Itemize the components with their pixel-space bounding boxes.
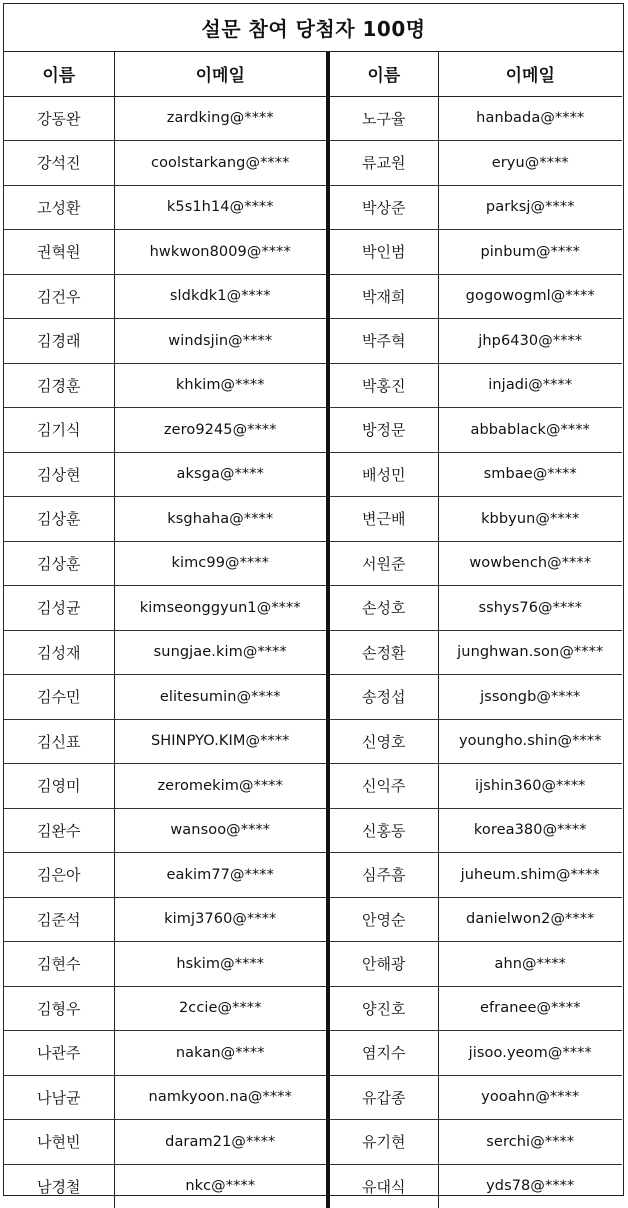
winner-email: k5s1h14@****	[114, 185, 328, 230]
winner-email: efranee@****	[438, 986, 622, 1031]
winner-email: smbae@****	[438, 452, 622, 497]
winner-name: 심주흠	[328, 853, 438, 898]
winner-email: korea380@****	[438, 808, 622, 853]
winner-name: 김완수	[4, 808, 114, 853]
table-row	[4, 853, 622, 898]
table-row	[4, 1120, 622, 1165]
table-row	[4, 185, 622, 230]
winner-name: 권혁원	[4, 230, 114, 275]
winner-name: 박홍진	[328, 363, 438, 408]
winner-name: 류교원	[328, 141, 438, 186]
table-row	[4, 497, 622, 542]
table-row	[4, 319, 622, 364]
winner-name: 염지수	[328, 1031, 438, 1076]
winner-name: 김수민	[4, 675, 114, 720]
winner-email: ijshin360@****	[438, 764, 622, 809]
winner-email: jisoo.yeom@****	[438, 1031, 622, 1076]
winner-name: 김성재	[4, 630, 114, 675]
winner-name: 강석진	[4, 141, 114, 186]
table-row	[4, 764, 622, 809]
winner-email: ahn@****	[438, 942, 622, 987]
table-row	[4, 808, 622, 853]
table-row	[4, 986, 622, 1031]
winner-email: hskim@****	[114, 942, 328, 987]
winner-email: jssongb@****	[438, 675, 622, 720]
winner-email: junghwan.son@****	[438, 630, 622, 675]
winner-email: kbbyun@****	[438, 497, 622, 542]
page-title: 설문 참여 당첨자 100명	[4, 4, 623, 52]
winner-email: hwkwon8009@****	[114, 230, 328, 275]
winner-name: 남경철	[4, 1164, 114, 1208]
winner-name: 김상현	[4, 452, 114, 497]
winner-name: 김준석	[4, 897, 114, 942]
table-row	[4, 942, 622, 987]
winner-email: kimc99@****	[114, 541, 328, 586]
winner-email: kimj3760@****	[114, 897, 328, 942]
winner-name: 신홍동	[328, 808, 438, 853]
winner-name: 나현빈	[4, 1120, 114, 1165]
table-row	[4, 1075, 622, 1120]
winner-email: injadi@****	[438, 363, 622, 408]
winner-name: 서원준	[328, 541, 438, 586]
winners-sheet	[3, 3, 624, 1196]
table-row	[4, 1164, 622, 1208]
winner-email: parksj@****	[438, 185, 622, 230]
column-header-email: 이메일	[114, 52, 328, 96]
winner-name: 배성민	[328, 452, 438, 497]
winner-email: nakan@****	[114, 1031, 328, 1076]
table-row	[4, 586, 622, 631]
winner-name: 강동완	[4, 96, 114, 141]
winner-email: sshys76@****	[438, 586, 622, 631]
winner-name: 양진호	[328, 986, 438, 1031]
winner-name: 송정섭	[328, 675, 438, 720]
winner-name: 방정문	[328, 408, 438, 453]
winner-name: 손성호	[328, 586, 438, 631]
winner-name: 안해광	[328, 942, 438, 987]
winner-name: 나관주	[4, 1031, 114, 1076]
winner-name: 고성환	[4, 185, 114, 230]
winner-email: aksga@****	[114, 452, 328, 497]
table-row	[4, 141, 622, 186]
winner-name: 김은아	[4, 853, 114, 898]
header-row	[4, 52, 622, 96]
winner-name: 김신표	[4, 719, 114, 764]
winner-email: yds78@****	[486, 1178, 575, 1195]
winner-email: ksghaha@****	[114, 497, 328, 542]
winners-table	[4, 52, 622, 1208]
table-row	[4, 96, 622, 141]
winner-email: namkyoon.na@****	[114, 1075, 328, 1120]
winner-email: serchi@****	[438, 1120, 622, 1165]
winner-name: 김기식	[4, 408, 114, 453]
winner-email: danielwon2@****	[438, 897, 622, 942]
winner-email: eryu@****	[438, 141, 622, 186]
winner-name: 박인범	[328, 230, 438, 275]
winner-email: daram21@****	[114, 1120, 328, 1165]
winner-name: 김경훈	[4, 363, 114, 408]
table-row	[4, 274, 622, 319]
column-header-email: 이메일	[438, 52, 622, 96]
table-row	[4, 363, 622, 408]
winner-name: 김상훈	[4, 497, 114, 542]
table-row	[4, 630, 622, 675]
winner-email: hanbada@****	[438, 96, 622, 141]
winner-name: 변근배	[328, 497, 438, 542]
table-row	[4, 230, 622, 275]
winner-email: sungjae.kim@****	[114, 630, 328, 675]
winner-name: 노구율	[328, 96, 438, 141]
winner-email: youngho.shin@****	[438, 719, 622, 764]
winner-name: 김형우	[4, 986, 114, 1031]
winner-email: gogowogml@****	[438, 274, 622, 319]
winner-name: 유기현	[328, 1120, 438, 1165]
winner-name: 손정환	[328, 630, 438, 675]
winner-name: 나남균	[4, 1075, 114, 1120]
winner-name: 김건우	[4, 274, 114, 319]
winner-email: zero9245@****	[114, 408, 328, 453]
column-header-name: 이름	[4, 52, 114, 96]
winner-email: juheum.shim@****	[438, 853, 622, 898]
table-row	[4, 897, 622, 942]
winner-name: 안영순	[328, 897, 438, 942]
winner-name: 김상훈	[4, 541, 114, 586]
table-row	[4, 452, 622, 497]
table-row	[4, 541, 622, 586]
winner-email: jhp6430@****	[438, 319, 622, 364]
winner-email: abbablack@****	[438, 408, 622, 453]
winner-email: wansoo@****	[114, 808, 328, 853]
winner-email: elitesumin@****	[114, 675, 328, 720]
winner-name: 김경래	[4, 319, 114, 364]
winner-email: zeromekim@****	[114, 764, 328, 809]
winner-email: kimseonggyun1@****	[114, 586, 328, 631]
winner-name: 유갑종	[328, 1075, 438, 1120]
winner-name: 박주혁	[328, 319, 438, 364]
table-row	[4, 408, 622, 453]
winner-name: 박재희	[328, 274, 438, 319]
winner-email: nkc@****	[114, 1164, 328, 1208]
winner-email: khkim@****	[114, 363, 328, 408]
winner-email: SHINPYO.KIM@****	[114, 719, 328, 764]
winner-name: 김영미	[4, 764, 114, 809]
winner-email: wowbench@****	[438, 541, 622, 586]
winner-email: yooahn@****	[438, 1075, 622, 1120]
winner-email: pinbum@****	[438, 230, 622, 275]
winner-email: eakim77@****	[114, 853, 328, 898]
table-row	[4, 719, 622, 764]
table-row	[4, 675, 622, 720]
winner-name: 박상준	[328, 185, 438, 230]
winner-email: 2ccie@****	[114, 986, 328, 1031]
winner-name: 신영호	[328, 719, 438, 764]
table-row	[4, 1031, 622, 1076]
winner-name: 신익주	[328, 764, 438, 809]
winner-email: sldkdk1@****	[114, 274, 328, 319]
column-header-name: 이름	[328, 52, 438, 96]
winner-email: windsjin@****	[114, 319, 328, 364]
winner-name: 김성균	[4, 586, 114, 631]
winner-name: 김현수	[4, 942, 114, 987]
winner-name: 유대식	[328, 1164, 438, 1208]
winner-email: coolstarkang@****	[114, 141, 328, 186]
winner-email: zardking@****	[114, 96, 328, 141]
